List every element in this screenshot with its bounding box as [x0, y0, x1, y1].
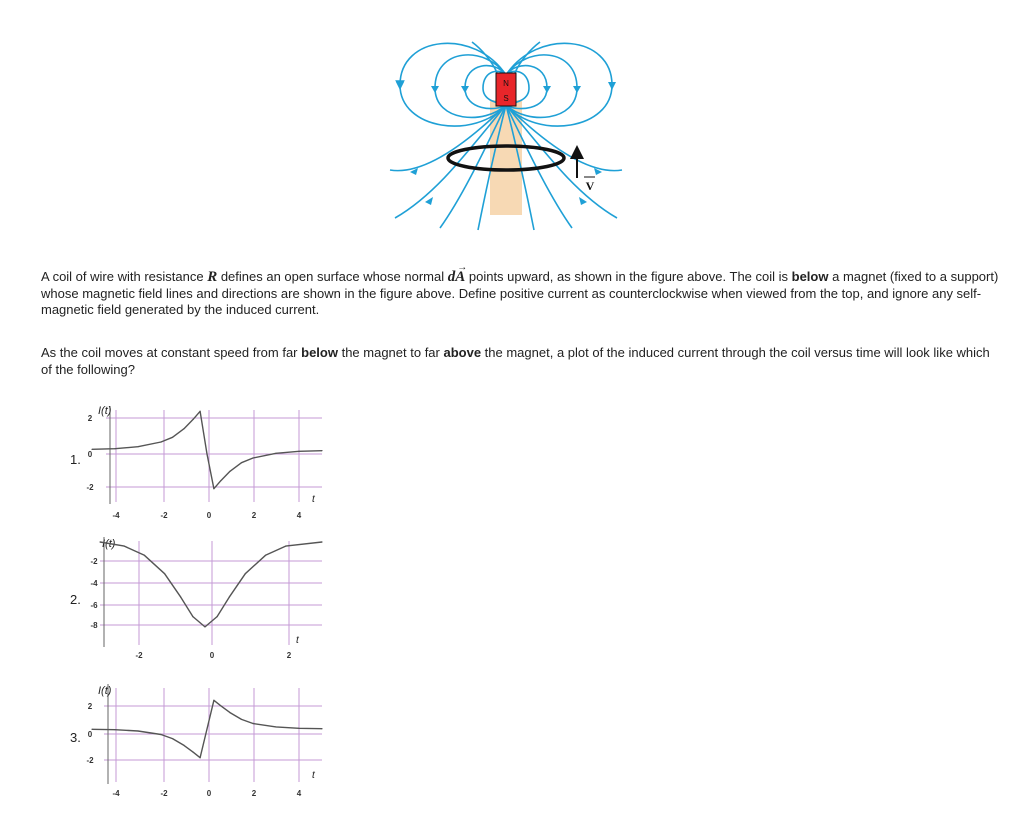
x-tick-label: -4 — [112, 511, 120, 520]
data-point — [183, 428, 184, 429]
data-point — [321, 541, 322, 542]
y-tick-label: -4 — [90, 579, 98, 588]
data-point — [206, 453, 207, 454]
data-point — [252, 723, 253, 724]
x-tick-label: 2 — [251, 789, 257, 798]
resistance-symbol: R — [207, 269, 218, 285]
data-point — [321, 450, 322, 451]
x-tick-label: 0 — [206, 511, 212, 520]
y-axis-label: I(t) — [98, 685, 112, 697]
y-tick-label: -6 — [90, 601, 98, 610]
data-point — [241, 719, 242, 720]
data-point — [192, 616, 193, 617]
data-point — [160, 734, 161, 735]
data-point — [321, 728, 322, 729]
option-3-plot[interactable] — [84, 678, 329, 803]
x-axis-label: t — [312, 770, 315, 781]
x-tick-label: -4 — [112, 789, 120, 798]
data-point — [172, 437, 173, 438]
data-point — [265, 555, 266, 556]
data-point — [200, 757, 201, 758]
x-tick-label: 4 — [296, 789, 302, 798]
question-text — [41, 345, 1001, 378]
data-point — [137, 730, 138, 731]
p1-text-d: a magnet (fixed to a support) whose magnetic field lines and directions are shown in the figure above. Define positive current as counterclockwise when viewed from the top, and ignore any self-magnetic field generated by the induced current. — [41, 269, 999, 317]
data-point — [114, 729, 115, 730]
data-point — [252, 457, 253, 458]
y-tick-label: 0 — [87, 730, 93, 739]
p2-text-b: the magnet to far — [337, 345, 444, 360]
data-point — [200, 411, 201, 412]
data-point — [220, 480, 221, 481]
plot-grid — [100, 541, 322, 645]
data-point — [91, 729, 92, 730]
data-point — [137, 446, 138, 447]
data-point — [193, 752, 194, 753]
p1-text-a: A coil of wire with resistance — [41, 269, 208, 284]
data-point — [144, 555, 145, 556]
data-point — [220, 705, 221, 706]
p1-text-c: points upward, as shown in the figure above. The coil is — [465, 269, 792, 284]
magnet-south-label: S — [503, 94, 509, 103]
data-point — [285, 546, 286, 547]
p2-text-c: the magnet, a plot of the induced current through the coil versus time will look like which of the following? — [41, 345, 990, 377]
x-tick-label: 0 — [209, 651, 215, 660]
y-tick-label: 2 — [87, 414, 93, 423]
y-tick-label: -8 — [90, 621, 98, 630]
p2-text-a: As the coil moves at constant speed from far — [41, 345, 302, 360]
y-axis-label: I(t) — [98, 405, 112, 417]
p2-below-bold: below — [301, 345, 338, 360]
p2-above-bold: above — [443, 345, 482, 360]
option-2-number[interactable]: 2. — [70, 592, 81, 607]
x-axis-label: t — [296, 635, 299, 646]
x-tick-label: -2 — [160, 511, 168, 520]
data-point — [160, 441, 161, 442]
magnet-coil-figure — [380, 30, 640, 240]
data-point — [229, 471, 230, 472]
data-point — [229, 712, 230, 713]
y-axis-label: I(t) — [102, 538, 116, 550]
data-point — [183, 745, 184, 746]
y-tick-label: 0 — [87, 450, 93, 459]
area-vector-symbol: → A — [455, 262, 468, 285]
data-point — [241, 462, 242, 463]
problem-statement — [41, 262, 1001, 319]
data-point — [245, 573, 246, 574]
data-point — [172, 738, 173, 739]
data-point — [124, 546, 125, 547]
data-point — [229, 597, 230, 598]
x-tick-label: 4 — [296, 511, 302, 520]
y-tick-label: -2 — [86, 756, 94, 765]
data-point — [206, 728, 207, 729]
data-point — [164, 573, 165, 574]
data-point — [99, 541, 100, 542]
current-curve — [92, 411, 322, 488]
option-1-number[interactable]: 1. — [70, 452, 81, 467]
option-3-number[interactable]: 3. — [70, 730, 81, 745]
p1-text-b: defines an open surface whose normal — [217, 269, 448, 284]
data-point — [213, 488, 214, 489]
x-tick-label: 2 — [251, 511, 257, 520]
x-tick-label: -2 — [135, 651, 143, 660]
data-point — [91, 449, 92, 450]
x-tick-label: 2 — [286, 651, 292, 660]
data-point — [275, 726, 276, 727]
data-point — [298, 451, 299, 452]
area-vector-d: d — [447, 269, 456, 285]
magnet-north-label: N — [503, 79, 509, 88]
data-point — [180, 597, 181, 598]
option-1-plot[interactable] — [84, 398, 329, 523]
data-point — [275, 453, 276, 454]
data-point — [216, 616, 217, 617]
x-axis-label: t — [312, 494, 315, 505]
data-point — [298, 728, 299, 729]
y-tick-label: -2 — [90, 557, 98, 566]
x-tick-label: 0 — [206, 789, 212, 798]
data-point — [213, 700, 214, 701]
p1-below-bold: below — [791, 269, 829, 284]
y-tick-label: 2 — [87, 702, 93, 711]
option-2-plot[interactable] — [84, 533, 329, 663]
data-point — [193, 419, 194, 420]
data-point — [114, 448, 115, 449]
y-tick-label: -2 — [86, 483, 94, 492]
data-point — [204, 626, 205, 627]
support-shadow — [490, 100, 522, 215]
area-vector-A: A — [455, 269, 466, 285]
x-tick-label: -2 — [160, 789, 168, 798]
velocity-label: V — [585, 179, 595, 193]
